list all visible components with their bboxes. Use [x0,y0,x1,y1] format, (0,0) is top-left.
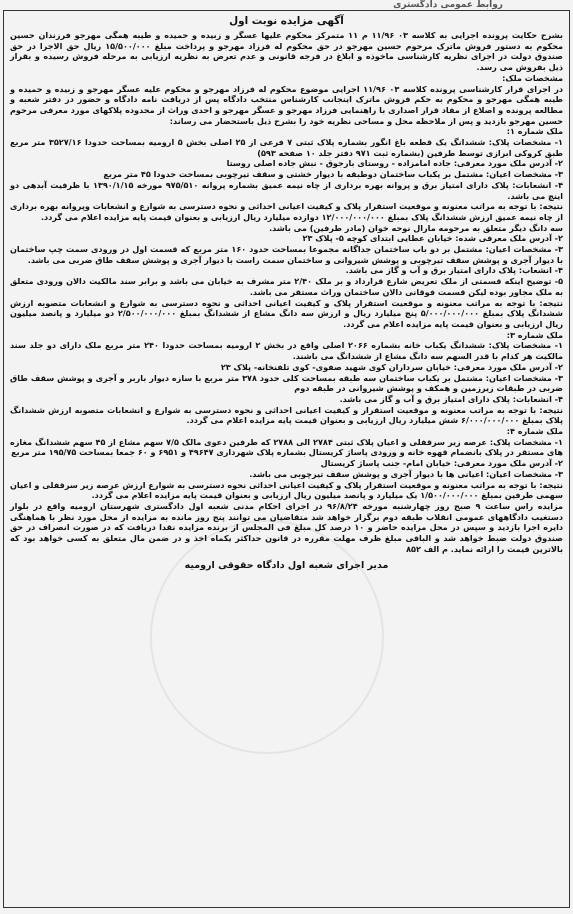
notice-paragraph: نتیجه: با توجه به مراتب معنونه و موقعیت استقرار پلاک و کیفیت اعیانی احداثی نحوه دسترسی به شوارع ارزش عرصه زیر سرقفلی و اعیان سهمی طرفین بمبلغ ۱/۵۰۰/۰۰۰/۰۰۰ یک میلیارد و پانصد میلیون ریال ارزیابی و بعنوان قیمت پایه مزایده اعلام می گردد. [10,479,563,501]
notice-paragraph: ۴- انشعابات: پلاک دارای امتیاز برق و پروانه بهره برداری از چاه نیمه عمیق بشماره پروانه ۹۷۵/۵۱۰ مورخه ۱۳۹۰/۱/۱۵ با ظرفیت آبدهی دو اینچ می باشد. [10,179,564,201]
notice-paragraph: ملک شماره ۳: [506,329,563,340]
notice-paragraph: ملک شماره ۱: [506,126,563,137]
notice-paragraph: ۳- مشخصات اعیان: مشتمل بر دو باب ساختمان جداگانه مجموعا بمساحت حدود ۱۶۰ متر مربع که قسمت اول در ورودی سمت چپ ساختمان با دیوار آجری و پوشش سقف تیرچوبی و پوشش شیروانی و ساختمان سمت راست با دیوار آجری و پوشش سقف طاق ضربی می باشد. [10,244,563,265]
notice-paragraph: ۳- مشخصات اعیان: مشتمل بر یکباب ساختمان سه طبقه بمساحت کلی حدود ۳۷۸ متر مربع با سازه دیوار باربر و آجری و پوشش سقف طاق ضربی در طبقات زیرزمین و همکف و پوشش شیروانی در طبقه دوم [10,372,563,394]
notice-paragraph: ۲- آدرس ملک مورد معرفی: خیابان سرداران کوی شهید صفوی- کوی تلفنخانه- پلاک ۲۳ [220,361,563,372]
notice-paragraph: ۱- مشخصات پلاک: ششدانگ یک قطعه باغ انگور بشماره پلاک ثبتی ۷ فرعی از ۲۵ اصلی بخش ۵ ارومیه بمساحت حدودا ۳۵۲۷/۱۶ متر مربع طبق کروکی ابرازی توسط طرفین (بشماره ثبت ۹۷۱ دفتر جلد ۱۰ صفحه ۵۹۳) [10,137,563,158]
notice-signature: مدیر اجرای شعبه اول دادگاه حقوقی ارومیه [184,560,389,572]
notice-title: آگهی مزایده نوبت اول [229,15,344,27]
notice-paragraph: مزایده راس ساعت ۹ صبح روز چهارشنبه مورخه ۹۶/۸/۲۴ در اجرای احکام مدنی شعبه اول دادگستری شهرستان ارومیه واقع در بلوار دستغیب دادگاههای عمومی انقلاب طبقه دوم برگزار خواهد شد متقاضیان می توانند پنج روز مانده به مزایده از محل مورد نظر با هماهنگی دایره اجرا بازدید و سپس در محل مزایده حاضر و ۱۰ درصد کل مبلغ فی المجلس از برنده مزایده نقدا دریافت که در صورت انصراف در حق صندوق دولت ضبط خواهد شد و الباقی مبلغ ظرف مهلت مقرره در قانون حداکثر یکماه اخذ و در ضمن مال متعلق به کسی خواهد بود که بالاترین قیمت را ارائه نماید. م الف ۸۵۲ [10,500,564,554]
auction-notice [3,10,570,908]
notice-body [10,30,563,554]
notice-paragraph: ۴- انشعابات: پلاک دارای امتیاز برق و آب و گاز می باشد. [339,393,563,404]
header-strip: روابط عمومی دادگستری [393,0,503,10]
notice-paragraph: سه دانگ دیگر متعلق به مرحومه مارال نوحه خوان (مادر طرفین) می باشد. [269,222,563,233]
notice-paragraph: بشرح حکایت پرونده اجرایی به کلاسه ۰۳ ۱۱/۹۶ م ۱۱ متمرکز محکوم علیها عسگر و زبیده و حمیده و طیبه همگی مهرجو فرزندان حسین محکوم به دستور فروش ماترک مرحوم حسین مهرجو در حق محکوم له فرزاد مهرجو و پرداخت مبلغ ۱۵/۵۰۰/۰۰۰ ریال حق الاجرا در حق صندوق دولت در اجرای نظریه کارشناسی ماخوذه و ابلاغ در فرجه قانونی و عدم تعرض به نظریه ارزیابی به مرحله فروش رسیده و بقرار ذیل بفروش می رسد. [10,30,563,73]
notice-paragraph: ۲- آدرس ملک مورد معرفی: خیابان امام- جنب پاساژ کریستال [320,458,563,469]
notice-paragraph: ۱- مشخصات پلاک: عرصه زیر سرقفلی و اعیان پلاک ثبتی ۲۷۸۴ الی ۲۷۸۸ که طرفین دعوی مالک ۷/۵ سهم مشاع از ۴۵ سهم ششدانگ مغازه های مستقر در پلاک بانضمام قهوه خانه و ورودی پاساژ کریستال بشماره پلاک شهرداری ۴۹۶۴۷ و ۶۹۵۱ و ۶۰ جمعا بمساحت ۱۹۵/۷۵ متر مربع [10,436,563,458]
notice-paragraph: ملک شماره ۴: [506,426,563,437]
notice-paragraph: ۱- مشخصات پلاک: ششدانگ یکباب خانه بشماره ۲۰۶۶ اصلی واقع در بخش ۲ ارومیه بمساحت حدودا ۲۴۰ متر مربع ملک دارای دو جلد سند مالکیت هر کدام با قدر السهم سه دانگ مشاع از ششدانگ می باشند. [10,340,563,362]
notice-paragraph: ۳- مشخصات اعیان: اعیانی ها با دیوار آجری و پوشش سقف تیرچوبی می باشد. [249,468,563,479]
notice-paragraph: ۲- آدرس ملک مورد معرفی: جاده امامزاده - روستای بارجوق - نبش جاده اصلی روستا [226,158,563,169]
notice-paragraph: نتیجه: با توجه به مراتب معنونه و موقعیت استقرار پلاک و کیفیت اعیانی احداثی و نحوه دسترسی به شوارع و انشعابات متصوبه ارزش ششدانگ پلاک بمبلغ ۵/۰۰۰/۰۰۰/۰۰۰ پنج میلیارد ریال و ارزش سه دانگ مشاع از ششدانگ بمبلغ ۲/۵۰۰/۰۰۰/۰۰۰ دو میلیارد و پانصد میلیون ریال ارزیابی و بعنوان قیمت پایه مزایده اعلام می گردد. [10,297,563,329]
notice-paragraph: ۵- توضیح اینکه قسمتی از ملک تعریض شارع قرارداد و بر ملک ۲/۴۰ متر مشرف به خیابان می باشد و برابر سند مالکیت دالان ورودی متعلق به ملک مجاور بوده لیکن قسمت فوقانی دالان ساختمان وراث مستقر می باشد. [10,276,564,297]
notice-paragraph: نتیجه: با توجه به مراتب معنونه و موقعیت استقرار پلاک و کیفیت اعیانی احداثی و نحوه دسترسی به شوارع و انشعابات وپروانه بهره برداری از چاه نیمه عمیق ارزش ششدانگ پلاک بمبلغ ۱۲/۰۰۰/۰۰۰/۰۰۰ دوازده میلیارد ریال ارزیابی و بعنوان قیمت پایه مزایده اعلام می گردد. [10,201,563,222]
notice-paragraph: نتیجه: با توجه به مراتب معنونه و موقعیت استقرار و کیفیت اعیانی احداثی و نحوه دسترسی به شوارع و انشعابات متصوبه ارزش ششدانگ پلاک بمبلغ ۶/۰۰۰/۰۰۰/۰۰۰ شش میلیارد ریال ارزیابی و بعنوان قیمت پایه مزایده اعلام می گردد. [10,404,563,426]
notice-paragraph: ۳- مشخصات اعیان: مشتمل بر یکباب ساختمان دوطبقه با دیوار خشتی و سقف تیرچوبی بمساحت حدودا ۴۵ متر مربع [103,169,563,180]
notice-paragraph: ۴- انشعاب: پلاک دارای امتیاز برق و آب و گاز می باشد. [345,265,563,276]
notice-paragraph: در اجرای قرار کارشناسی پرونده کلاسه ۰۳ ۱۱/۹۶ اجرایی موضوع محکوم له فرزاد مهرجو و محکوم علیه عسگر مهرجو و زبیده و حمیده و طیبه همگی مهرجو و محکوم به حکم فروش ماترک اینجانب کارشناس منتخب دادگاه پس از دریافت نامه دادگاه و حضور در دفتر شعبه و مطالعه پرونده و اصلاع از مفاد قرار اصداری با راهنمایی فرزاد مهرجو و عسگر مهرجو و احدی وراث از محدوده پلاکهای مورد معرفی مرحوم حسین مهرجو بازدید و پس از ملاحظه محل و مساحی نظریه خود را بشرح ذیل باستحضار می رساند: [10,83,564,126]
notice-paragraph: ۲- آدرس ملک معرفی شده: خیابان عطایی ابتدای کوچه ۵- پلاک ۲۳ [302,233,563,244]
notice-paragraph: مشخصات ملک: [502,72,563,83]
